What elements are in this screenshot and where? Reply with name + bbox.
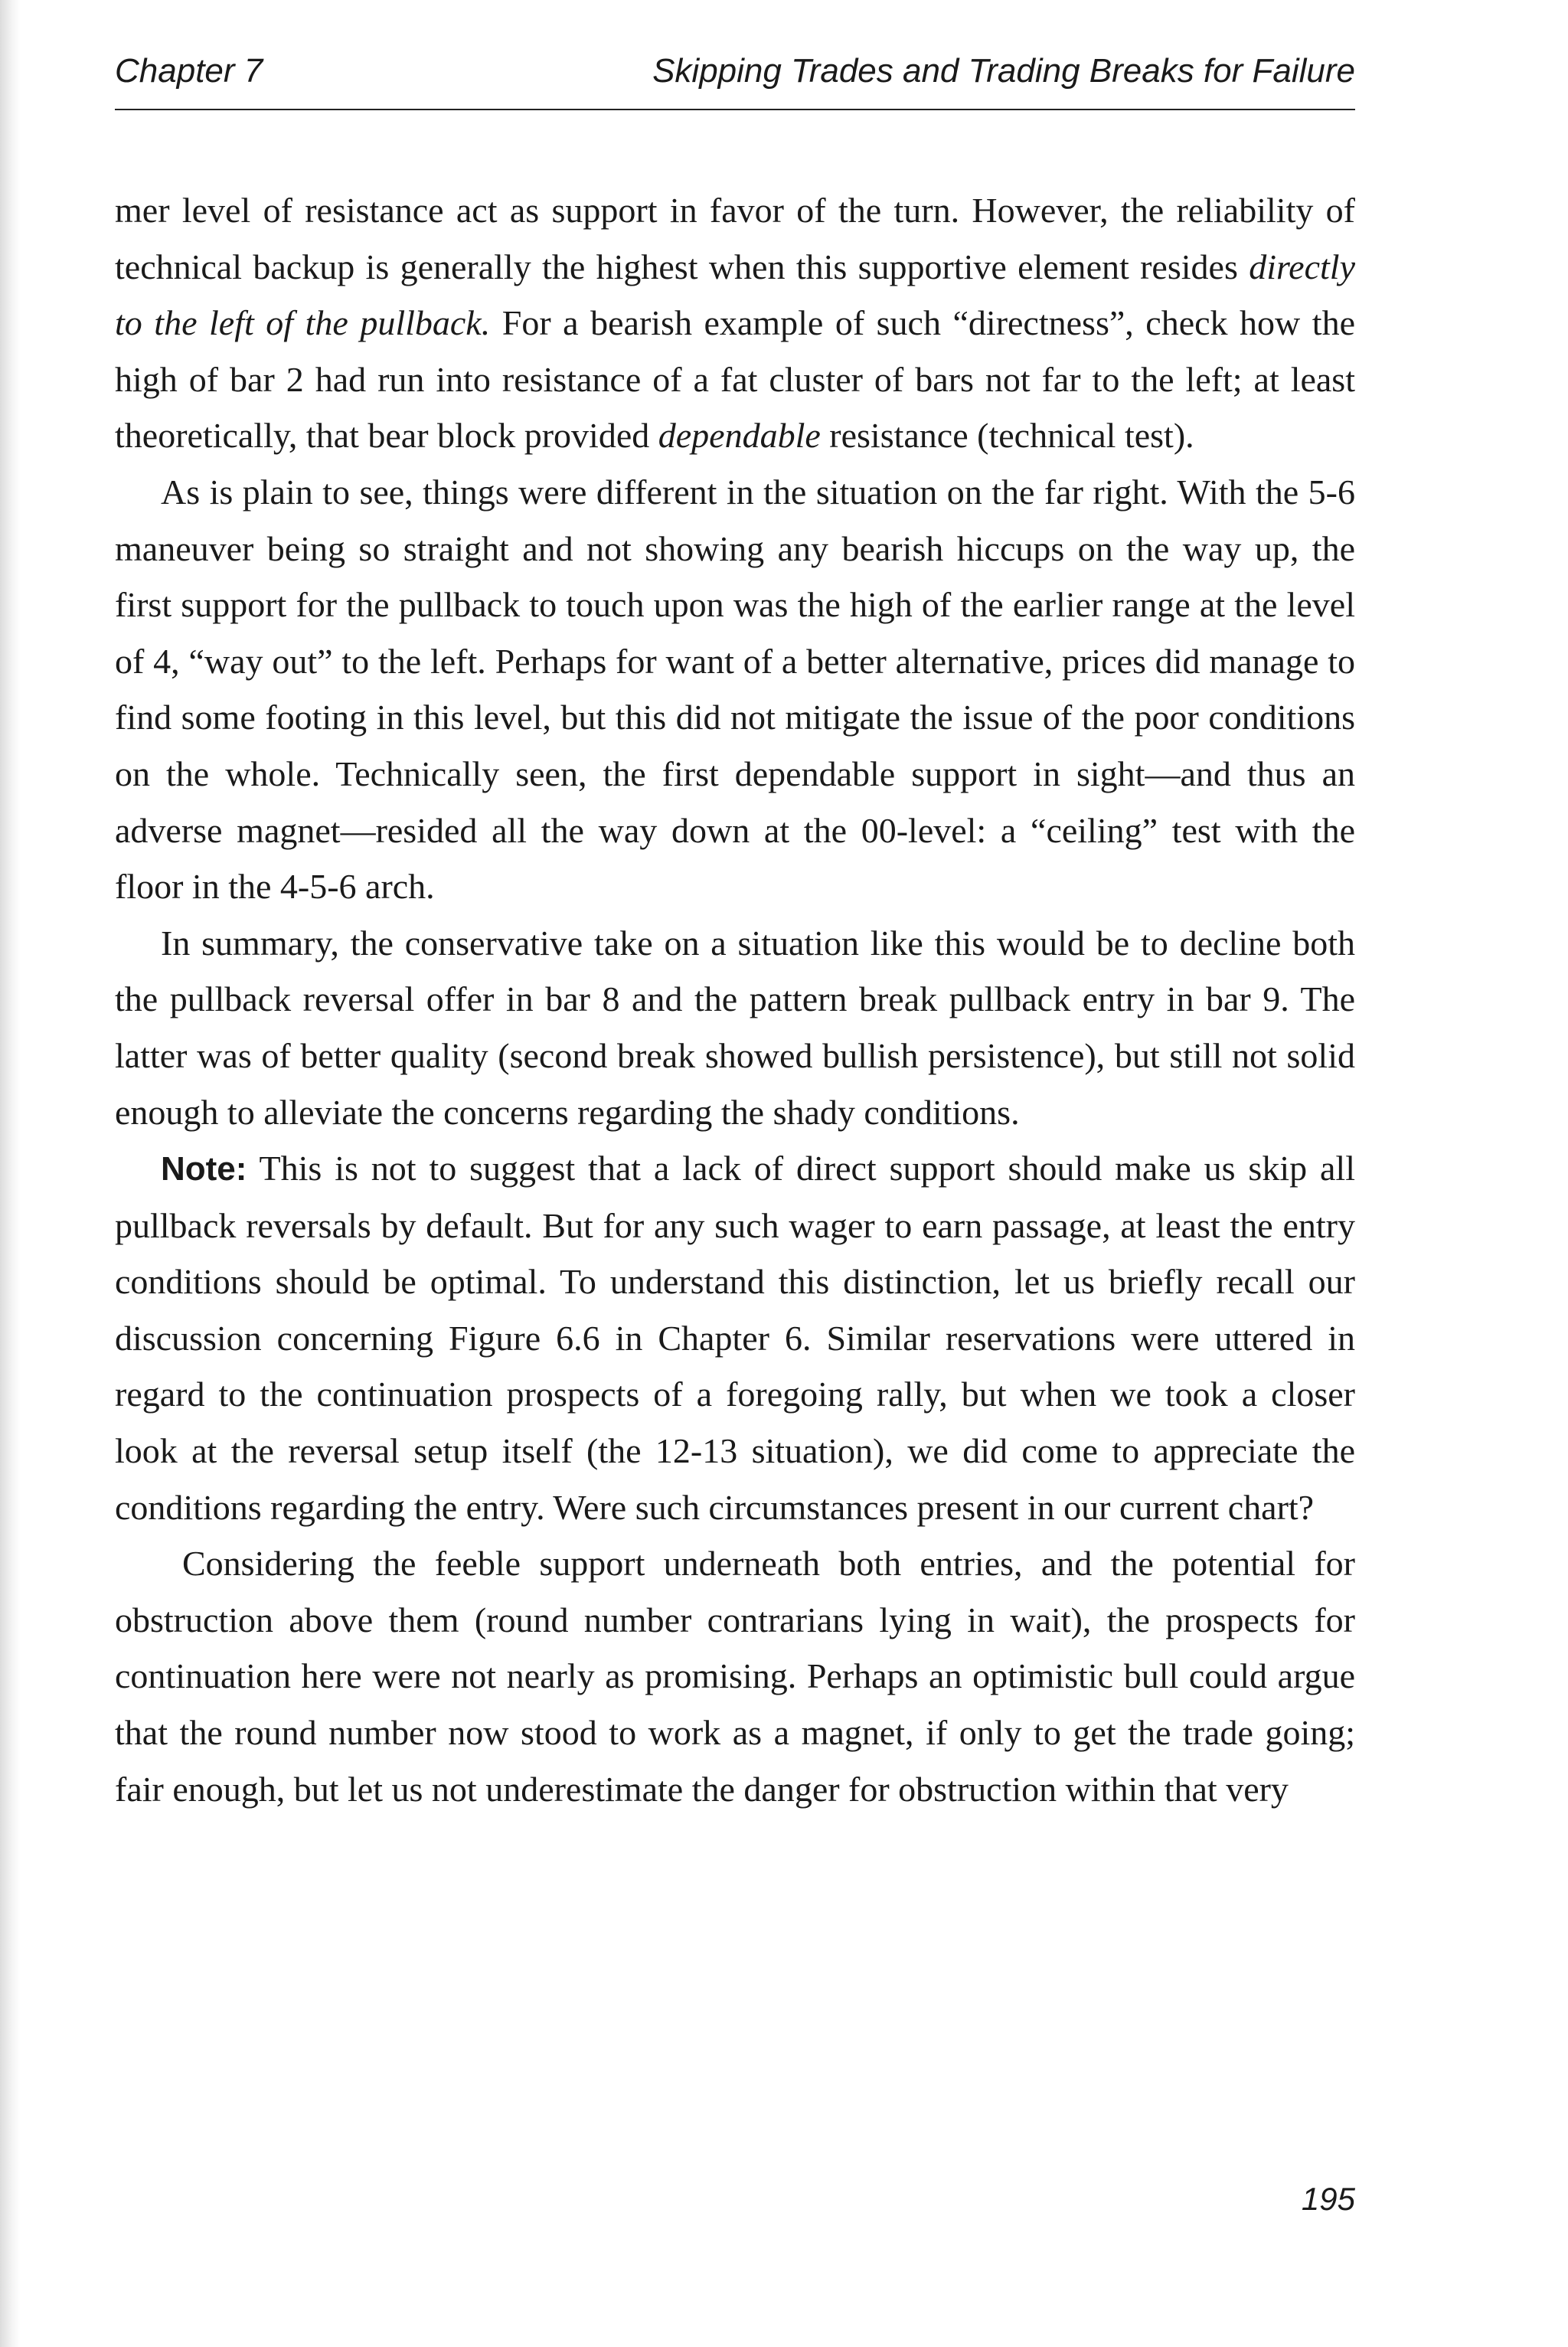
page-number: 195: [1301, 2181, 1355, 2217]
note-label: Note:: [161, 1150, 247, 1188]
paragraph-1-part-a: mer level of resistance act as support in favor of the turn. However, the reliability of technical backup is generally the highest when this supportive element resides: [115, 191, 1355, 286]
paragraph-1-part-b: For a bearish example of such “directness”, check how the high of bar 2 had run into resistance of a fat cluster of bars not far to the left; at least theoretically, that bear block provided: [115, 303, 1355, 456]
note-text: This is not to suggest that a lack of direct support should make us skip all pullback reversals by default. But for any such wager to earn passage, at least the entry conditions should be optimal. To understand this distinction, let us briefly recall our discussion concerning Figure 6.6 in Chapter 6. Similar reservations were uttered in regard to the continuation prospects of a foregoing rally, but when we took a closer look at the reversal setup itself (the 12-13 situation), we did come to appreciate the conditions regarding the entry. Were such circumstances present in our current chart?: [115, 1149, 1355, 1527]
emphasis-dependable: dependable: [658, 416, 821, 456]
paragraph-1: [115, 182, 1355, 464]
page-gutter-shadow: [0, 0, 20, 2347]
paragraph-1-part-c: resistance (technical test).: [820, 416, 1194, 456]
body-text: [115, 182, 1355, 1817]
paragraph-4-note: [115, 1140, 1355, 1535]
paragraph-5: Considering the feeble support underneath both entries, and the potential for obstruction above them (round number contrarians lying in wait), the prospects for continuation here were not nearly as promising. Perhaps an optimistic bull could argue that the round number now stood to work as a magnet, if only to get the trade going; fair enough, but let us not underestimate the danger for obstruction within that very: [115, 1544, 1355, 1809]
paragraph-2: As is plain to see, things were different in the situation on the far right. With the 5-6 maneuver being so straight and not showing any bearish hiccups on the way up, the first support for the pullback to touch upon was the high of the earlier range at the level of 4, “way out” to the left. Perhaps for want of a better alternative, prices did manage to find some footing in this level, but this did not mitigate the issue of the poor conditions on the whole. Technically seen, the first dependable support in sight—and thus an adverse magnet—resided all the way down at the 00-level: a “ceiling” test with the floor in the 4-5-6 arch.: [115, 472, 1355, 907]
book-page: [115, 0, 1355, 2347]
paragraph-3: In summary, the conservative take on a situation like this would be to decline both the pullback reversal offer in bar 8 and the pattern break pullback entry in bar 9. The latter was of better quality (second break showed bullish persistence), but still not solid enough to alleviate the concerns regarding the shady conditions.: [115, 923, 1355, 1132]
chapter-title: Skipping Trades and Trading Breaks for Failure: [652, 52, 1355, 90]
chapter-label: Chapter 7: [115, 52, 263, 90]
running-header: [115, 47, 1355, 110]
emphasis-directly-left: directly to the left of the pullback.: [115, 247, 1355, 343]
